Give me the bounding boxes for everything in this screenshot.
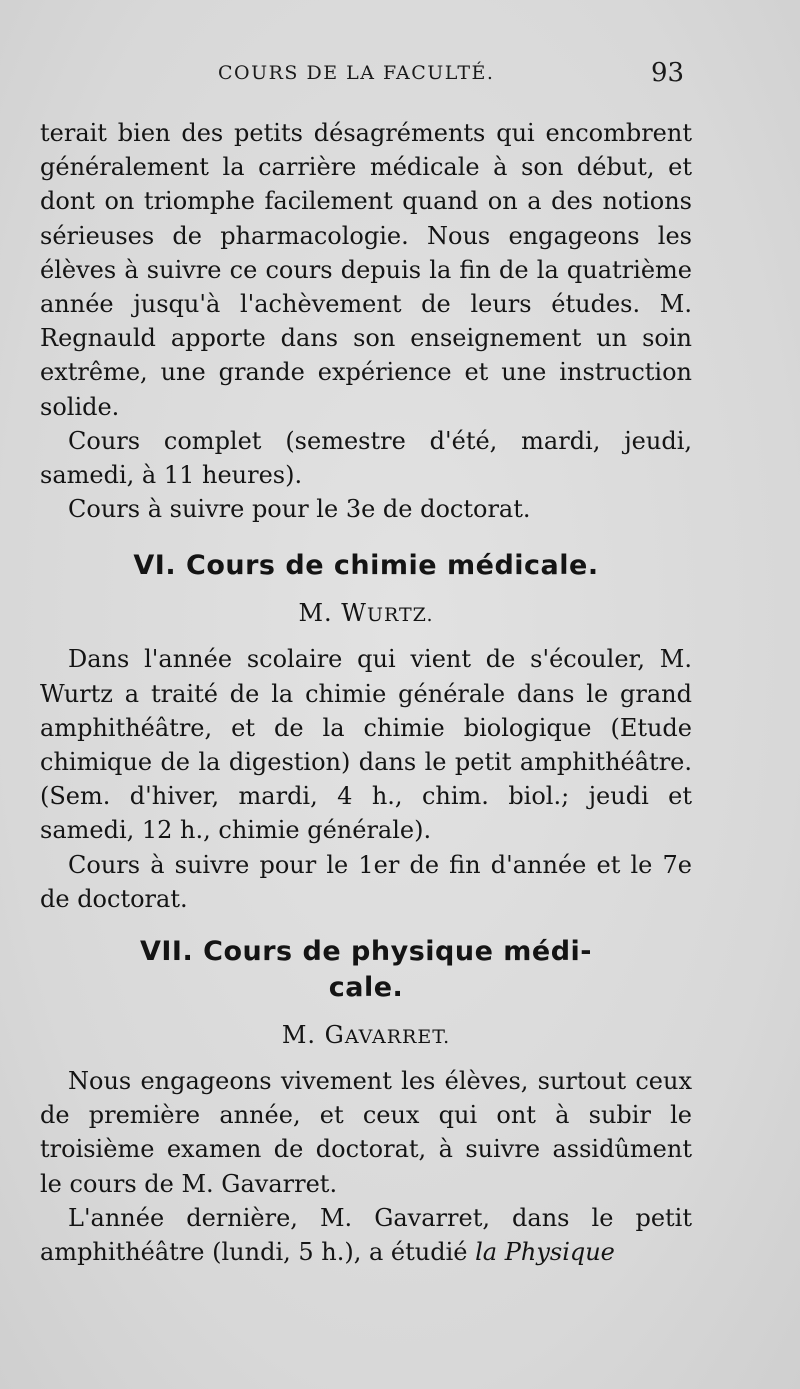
- section-title-vi: VI. Cours de chimie médicale.: [133, 550, 599, 582]
- page-body: [40, 116, 692, 1269]
- paragraph: Cours à suivre pour le 3e de doctorat.: [68, 495, 531, 524]
- professor-initial: M. G: [281, 1021, 345, 1050]
- running-title: COURS DE LA FACULTÉ.: [218, 62, 495, 84]
- professor-initial: M. W: [298, 599, 367, 628]
- page-number: 93: [651, 58, 685, 88]
- paragraph-text: L'année dernière, M. Gavarret, dans le petit amphithéâtre (lundi, 5 h.), a étudié: [40, 1203, 692, 1267]
- paragraph: Cours complet (semestre d'été, mardi, jeudi, samedi, à 11 heures).: [40, 426, 692, 490]
- section-title-vii: [40, 934, 692, 1006]
- section-title-line: cale.: [328, 972, 404, 1004]
- paragraph: [40, 1201, 692, 1269]
- section-title-line: VII. Cours de physique médi-: [139, 936, 593, 968]
- professor-name: [40, 596, 692, 632]
- professor-name: [40, 1018, 692, 1054]
- paragraph: Nous engageons vivement les élèves, surtout ceux de première année, et ceux qui ont à subir le troisième examen de doctorat, à suivre assidûment le cours de M. Gavarret.: [40, 1067, 692, 1198]
- paragraph: Cours à suivre pour le 1er de fin d'année et le 7e de doctorat.: [40, 850, 692, 913]
- paragraph: Dans l'année scolaire qui vient de s'écouler, M. Wurtz a traité de la chimie générale dans le grand amphithéâtre, et de la chimie biologique (Etude chimique de la digestion) dans le petit amphithéâtre. (Sem. d'hiver, mardi, 4 h., chim. biol.; jeudi et samedi, 12 h., chimie générale).: [40, 645, 692, 845]
- professor-surname: URTZ.: [366, 604, 434, 627]
- page-header: [0, 58, 800, 94]
- paragraph: terait bien des petits désagréments qui encombrent généralement la carrière médicale à son début, et dont on triomphe facilement quand on a des notions sérieuses de pharmacologie. Nous engageons les élèves à suivre ce cours depuis la fin de la quatrième année jusqu'à l'achèvement de leurs études. M. Regnauld apporte dans son enseignement un soin extrême, une grande expérience et une instruction solide.: [40, 119, 692, 421]
- professor-surname: AVARRET.: [344, 1026, 451, 1049]
- italic-title: la Physique: [475, 1238, 615, 1267]
